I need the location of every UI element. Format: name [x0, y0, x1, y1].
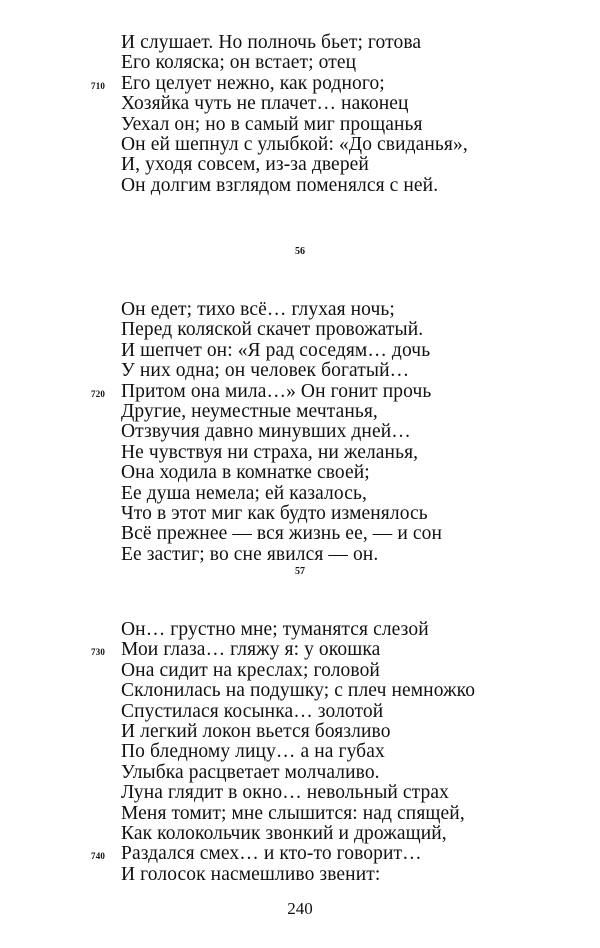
verse-line: И слушает. Но полночь бьет; готова [121, 32, 422, 53]
verse-line: Он ей шепнул с улыбкой: «До свиданья», [121, 134, 468, 155]
verse-line: Не чувствуя ни страха, ни желанья, [121, 441, 419, 463]
verse-line: Она сидит на креслах; головой [121, 659, 380, 681]
verse-line: Отзвучия давно минувших дней… [121, 421, 411, 443]
verse-line: Притом она мила…» Он гонит прочь [121, 380, 432, 402]
verse-line: Как колокольчик звонкий и дрожащий, [121, 823, 447, 844]
verse-line: Спустилася косынка… золотой [121, 700, 384, 722]
line-number: 730 [91, 647, 106, 658]
stanza-number: 57 [295, 566, 305, 577]
verse-line: Ее застиг; во сне явился — он. [121, 543, 379, 565]
verse-line: И, уходя совсем, из-за дверей [121, 154, 369, 176]
page-number: 240 [287, 899, 313, 918]
line-number: 740 [91, 851, 106, 862]
verse-line: Он долгим взглядом поменялся с ней. [121, 174, 439, 196]
verse-line: Раздался смех… и кто-то говорит… [121, 843, 422, 865]
verse-line: Другие, неуместные мечтанья, [121, 401, 378, 422]
verse-line: Он… грустно мне; туманятся слезой [121, 619, 429, 640]
verse-line: По бледному лицу… а на губах [121, 741, 385, 763]
verse-line: Ее душа немела; ей казалось, [121, 482, 367, 504]
verse-line: Что в этот миг как будто изменялось [121, 503, 428, 524]
verse-line: Она ходила в комнатке своей; [121, 462, 370, 484]
verse-line: Меня томит; мне слышится: над спящей, [121, 802, 465, 824]
verse-line: И легкий локон вьется боязливо [121, 721, 391, 742]
verse-line: Его коляска; он встает; отец [121, 52, 357, 74]
verse-line: Склонилась на подушку; с плеч немножко [121, 680, 476, 702]
verse-line: И шепчет он: «Я рад соседям… дочь [121, 339, 431, 361]
verse-line: Мои глаза… гляжу я: у окошка [121, 639, 381, 661]
verse-line: Всё прежнее — вся жизнь ее, — и сон [121, 523, 442, 545]
line-number: 710 [91, 80, 106, 91]
verse-line: Он едет; тихо всё… глухая ночь; [121, 299, 395, 320]
verse-line: Уехал он; но в самый миг прощанья [121, 113, 423, 135]
verse-line: Хозяйка чуть не плачет… наконец [121, 93, 409, 115]
line-number: 720 [91, 388, 106, 399]
verse-line: Перед коляской скачет провожатый. [121, 319, 424, 341]
verse-line: Улыбка расцветает молчаливо. [121, 761, 380, 783]
verse-line: Его целует нежно, как родного; [121, 72, 385, 94]
stanza-number: 56 [295, 246, 305, 257]
verse-line: Луна глядит в окно… невольный страх [121, 782, 449, 804]
verse-line: У них одна; он человек богатый… [121, 360, 410, 382]
verse-line: И голосок насмешливо звенит: [121, 863, 381, 885]
